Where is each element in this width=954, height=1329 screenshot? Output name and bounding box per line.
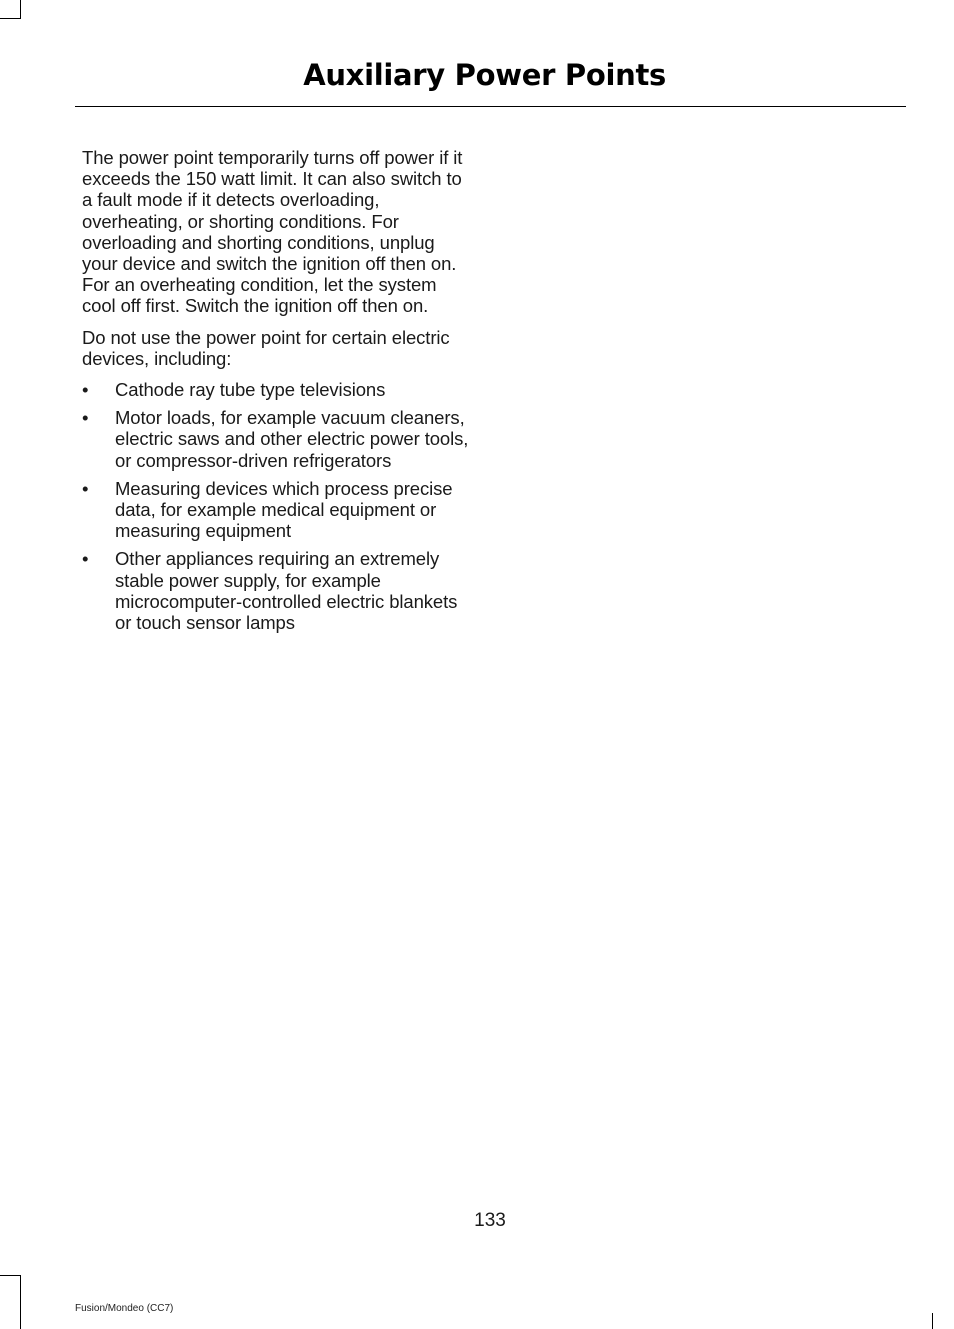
list-item (82, 478, 474, 542)
footer-model: Fusion/Mondeo (CC7) (75, 1303, 174, 1314)
list-item-text: Motor loads, for example vacuum cleaners, electric saws and other electric power tools, or compressor-driven refrigerators (115, 407, 469, 471)
list-item (82, 379, 474, 400)
page-title: Auxiliary Power Points (303, 58, 666, 92)
crop-mark-bottom-left-vertical (20, 1275, 21, 1329)
main-content (82, 147, 474, 640)
title-divider (75, 106, 906, 107)
device-list (82, 379, 474, 633)
bullet-icon: • (82, 407, 89, 429)
list-item (82, 407, 474, 471)
bullet-icon: • (82, 548, 89, 570)
list-item-text: Measuring devices which process precise data, for example medical equipment or measuring equipment (115, 477, 453, 542)
crop-mark-top-left-horizontal (0, 18, 21, 19)
bullet-icon: • (82, 379, 89, 401)
list-item-text: Other appliances requiring an extremely stable power supply, for example microcomputer-controlled electric blankets or touch sensor lamps (115, 548, 458, 634)
page-number: 133 (474, 1210, 506, 1231)
bullet-icon: • (82, 477, 89, 499)
paragraph-devices-intro: Do not use the power point for certain electric devices, including: (82, 326, 450, 369)
crop-mark-bottom-right-vertical (932, 1313, 933, 1329)
crop-mark-bottom-left-horizontal (0, 1275, 21, 1276)
paragraph-fault-mode: The power point temporarily turns off power if it exceeds the 150 watt limit. It can also switch to a fault mode if it detects overloading, overheating, or shorting conditions. For overloading and shorting conditions, unplug your device and switch the ignition off then on. For an overheating condition, let the system cool off first. Switch the ignition off then on. (82, 147, 463, 317)
list-item (82, 548, 474, 633)
list-item-text: Cathode ray tube type televisions (115, 379, 386, 401)
crop-mark-top-left-vertical (20, 0, 21, 18)
